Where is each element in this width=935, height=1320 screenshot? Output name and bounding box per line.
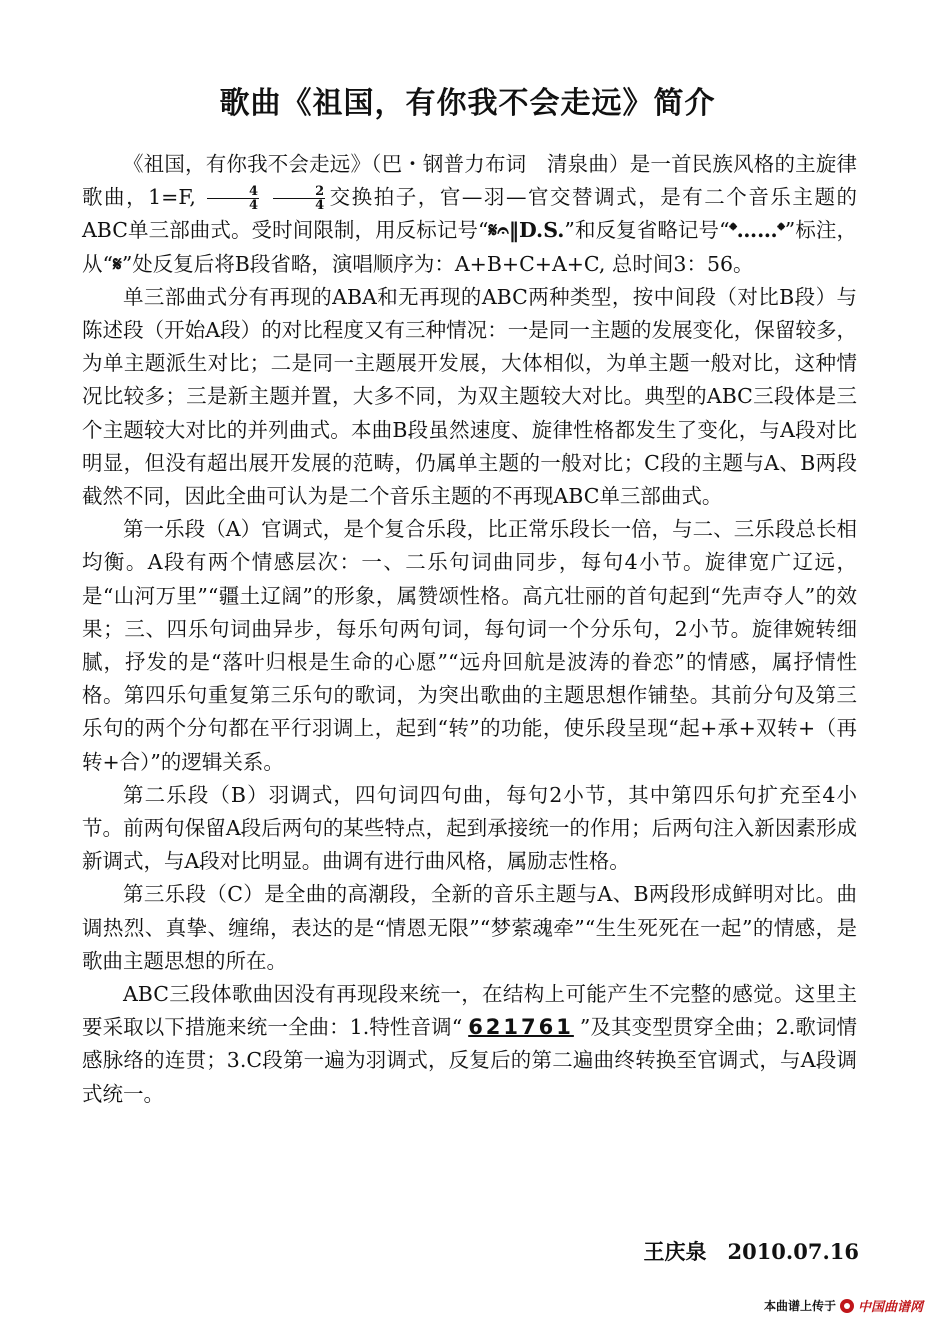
site-name: 中国曲谱网 bbox=[857, 1299, 923, 1314]
p1-text-1: 《祖国，有你我不会走远》（巴・钢普力布词 清泉曲）是一首民族风格的主旋律歌曲，1=F, bbox=[82, 152, 857, 210]
paragraph-4: 第二乐段（B）羽调式，四句词四句曲，每句2小节，其中第四乐句扩充至4小节。前两句保留A段后两句的某些特点，起到承接统一的作用；后两句注入新因素形成新调式，与A段对比明显。曲调有进行曲风格，属励志性格。 bbox=[82, 782, 857, 874]
time-signature-2-4: $\frac{2}{4}$ bbox=[273, 185, 325, 212]
ds-mark-icon: 𝄐‖D.S. bbox=[497, 218, 565, 243]
footer-prefix: 本曲谱上传于 bbox=[763, 1299, 836, 1313]
paragraph-1 bbox=[82, 148, 857, 281]
time-signature-4-4: $\frac{4}{4}$ bbox=[207, 185, 259, 212]
p6-text-2: ”及其变型贯穿全曲；2.歌词情感脉络的连贯；3.C段第一遍为羽调式，反复后的第二遍曲终转换至官调式，与A段调式统一。 bbox=[82, 1015, 857, 1106]
segno-icon: 𝄋 bbox=[488, 218, 498, 243]
p1-text-3: ”和反复省略记号“ bbox=[564, 218, 730, 243]
paragraph-3: 第一乐段（A）官调式，是个复合乐段，比正常乐段长一倍，与二、三乐段总长相均衡。A段有两个情感层次：一、二乐句词曲同步，每句4小节。旋律宽广辽远，是“山河万里”“疆土辽阔”的形象，属赞颂性格。高亢壮丽的首句起到“先声夺人”的效果；三、四乐句词曲异步，每乐句两句词，每句词一个分乐句，2小节。旋律婉转细腻，抒发的是“落叶归根是生命的心愿”“远舟回航是波涛的眷恋”的情感，属抒情性格。第四乐句重复第三乐句的歌词，为突出歌曲的主题思想作铺垫。其前分句及第三乐句的两个分句都在平行羽调上，起到“转”的功能，使乐段呈现“起+承+双转+（再转+合）”的逻辑关系。 bbox=[82, 517, 857, 774]
p1-text-4: ”标注，从“ bbox=[82, 218, 857, 276]
coda-span-icon: 𝄌……𝄌 bbox=[729, 218, 785, 243]
article-body bbox=[82, 148, 857, 1111]
p6-text-1: ABC三段体歌曲因没有再现段来统一，在结构上可能产生不完整的感觉。这里主要采取以下措施来统一全曲：1.特性音调“ bbox=[82, 982, 857, 1040]
segno-icon-2: 𝄋 bbox=[112, 251, 122, 276]
jianpu-motif: 621761 bbox=[468, 1015, 574, 1040]
paragraph-6 bbox=[82, 978, 857, 1111]
signature: 王庆泉 2010.07.16 bbox=[643, 1239, 859, 1264]
paragraph-2: 单三部曲式分有再现的ABA和无再现的ABC两种类型，按中间段（对比B段）与陈述段（开始A段）的对比程度又有三种情况：一是同一主题的发展变化，保留较多，为单主题派生对比；二是同一主题展开发展，大体相似，为单主题一般对比，这种情况比较多；三是新主题并置，大多不同，为双主题较大对比。典型的ABC三段体是三个主题较大对比的并列曲式。本曲B段虽然速度、旋律性格都发生了变化，与A段对比明显，但没有超出展开发展的范畴，仍属单主题的一般对比；C段的主题与A、B两段截然不同，因此全曲可认为是二个音乐主题的不再现ABC单三部曲式。 bbox=[82, 284, 857, 509]
p1-text-5: ”处反复后将B段省略，演唱顺序为：A+B+C+A+C, 总时间3：56。 bbox=[121, 251, 754, 276]
site-logo-icon bbox=[840, 1299, 854, 1313]
paragraph-5: 第三乐段（C）是全曲的高潮段，全新的音乐主题与A、B两段形成鲜明对比。曲调热烈、真挚、缠绵，表达的是“情恩无限”“梦萦魂牵”“生生死死在一起”的情感，是歌曲主题思想的所在。 bbox=[82, 882, 857, 973]
watermark-footer bbox=[764, 1296, 923, 1315]
p1-text-2: 交换拍子，官—羽—官交替调式，是有二个音乐主题的ABC单三部曲式。受时间限制，用反标记号“ bbox=[82, 185, 857, 243]
document-title: 歌曲《祖国，有你我不会走远》简介 bbox=[219, 86, 716, 121]
